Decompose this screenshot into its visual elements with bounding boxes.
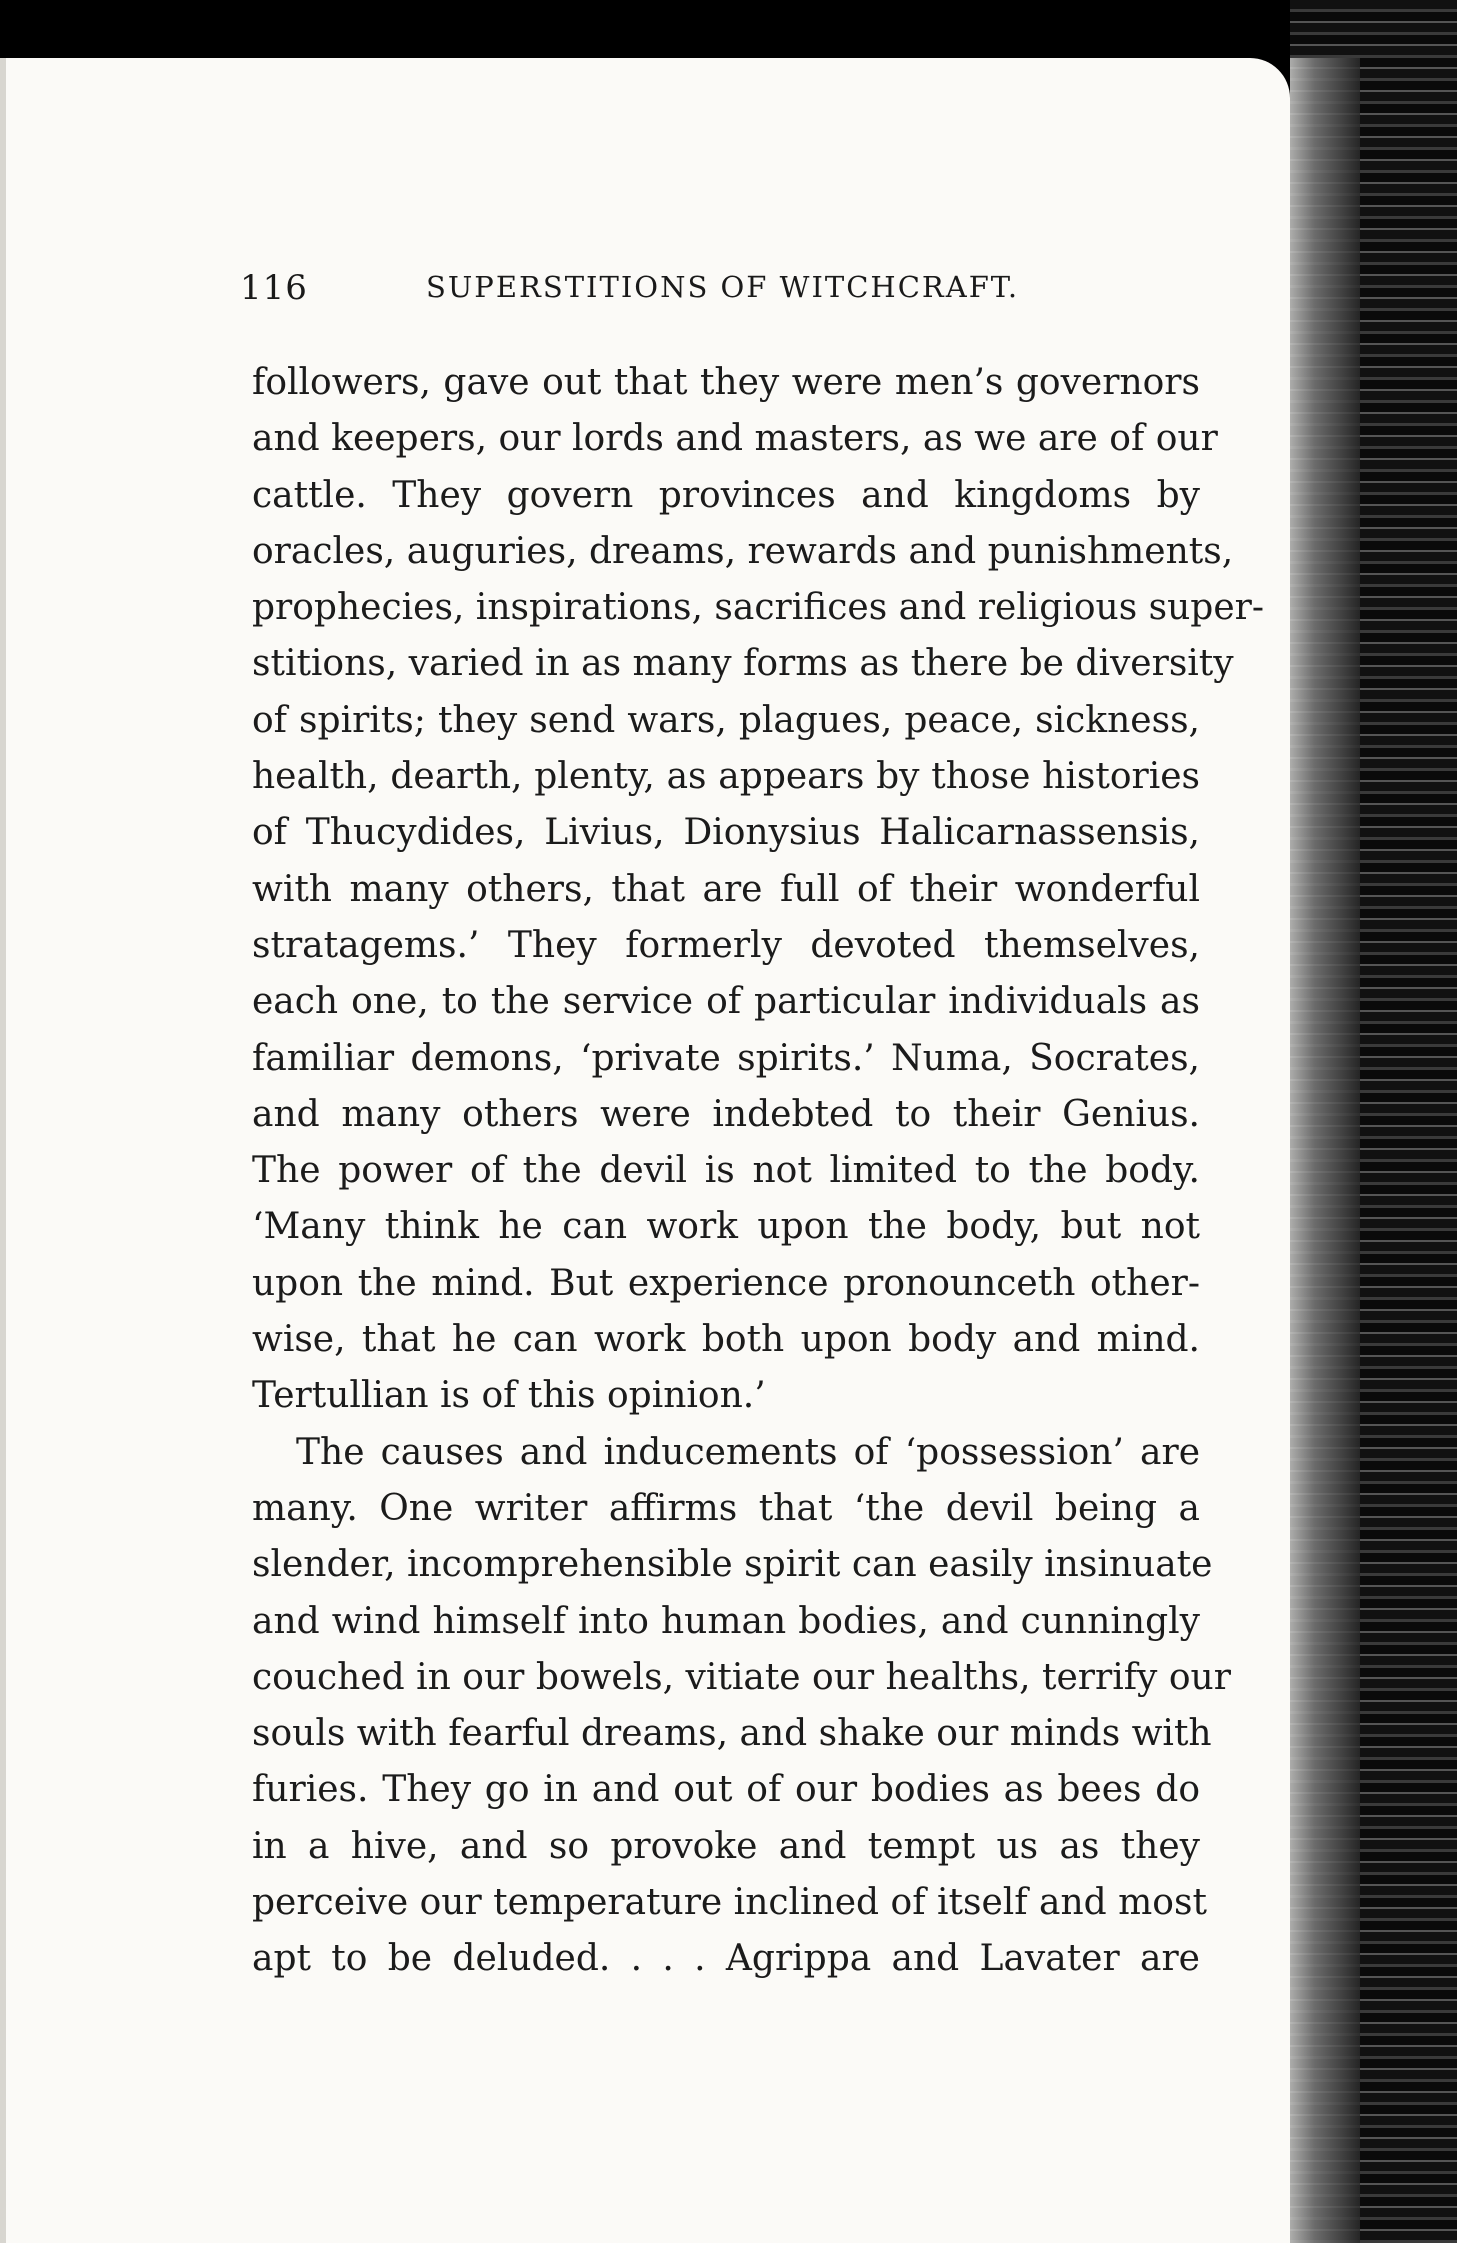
text-line: couched in our bowels, vitiate our healths, terrify our xyxy=(252,1656,1231,1698)
paragraph-2 xyxy=(252,1425,1231,1988)
text-line: slender, incomprehensible spirit can easily insinuate xyxy=(252,1544,1213,1586)
text-line: The causes and inducements of ‘possession’ are xyxy=(296,1431,1200,1473)
running-header xyxy=(240,268,1040,318)
text-line: perceive our temperature inclined of itself and most xyxy=(252,1882,1207,1924)
text-line: upon the mind. But experience pronounceth other- xyxy=(252,1262,1200,1304)
page-number: 116 xyxy=(240,268,308,308)
paragraph-1 xyxy=(252,355,1265,1425)
text-line: oracles, auguries, dreams, rewards and punishments, xyxy=(252,530,1234,572)
body-text xyxy=(252,355,1265,1988)
text-line: and wind himself into human bodies, and cunningly xyxy=(252,1600,1200,1642)
text-line: many. One writer affirms that ‘the devil being a xyxy=(252,1487,1200,1529)
text-line: cattle. They govern provinces and kingdoms by xyxy=(252,474,1200,516)
text-line: each one, to the service of particular individuals as xyxy=(252,981,1200,1023)
text-line: familiar demons, ‘private spirits.’ Numa, Socrates, xyxy=(252,1037,1200,1079)
text-line: and keepers, our lords and masters, as we are of our xyxy=(252,418,1218,460)
text-line: apt to be deluded. . . . Agrippa and Lavater are xyxy=(252,1938,1200,1980)
text-line: prophecies, inspirations, sacrifices and religious super- xyxy=(252,587,1265,629)
text-line: in a hive, and so provoke and tempt us as they xyxy=(252,1825,1200,1867)
text-line: health, dearth, plenty, as appears by those histories xyxy=(252,756,1200,798)
text-line: furies. They go in and out of our bodies as bees do xyxy=(252,1769,1200,1811)
text-line: followers, gave out that they were men’s governors xyxy=(252,362,1200,403)
text-line: stitions, varied in as many forms as there be diversity xyxy=(252,643,1234,685)
page-gutter-shadow xyxy=(1290,58,1360,2243)
text-line: of Thucydides, Livius, Dionysius Halicarnassensis, xyxy=(252,812,1200,854)
text-line: souls with fearful dreams, and shake our minds with xyxy=(252,1713,1212,1755)
running-title: SUPERSTITIONS OF WITCHCRAFT. xyxy=(426,270,1020,304)
text-line: Tertullian is of this opinion.’ xyxy=(252,1375,766,1417)
text-line: stratagems.’ They formerly devoted themselves, xyxy=(252,924,1200,966)
page-left-edge xyxy=(0,58,6,2243)
text-line: ‘Many think he can work upon the body, but not xyxy=(252,1206,1200,1248)
text-line: with many others, that are full of their wonderful xyxy=(252,868,1200,910)
text-line: of spirits; they send wars, plagues, peace, sickness, xyxy=(252,699,1200,741)
text-line: and many others were indebted to their Genius. xyxy=(252,1093,1200,1135)
text-line: wise, that he can work both upon body and mind. xyxy=(252,1319,1200,1361)
text-line: The power of the devil is not limited to the body. xyxy=(252,1150,1200,1192)
